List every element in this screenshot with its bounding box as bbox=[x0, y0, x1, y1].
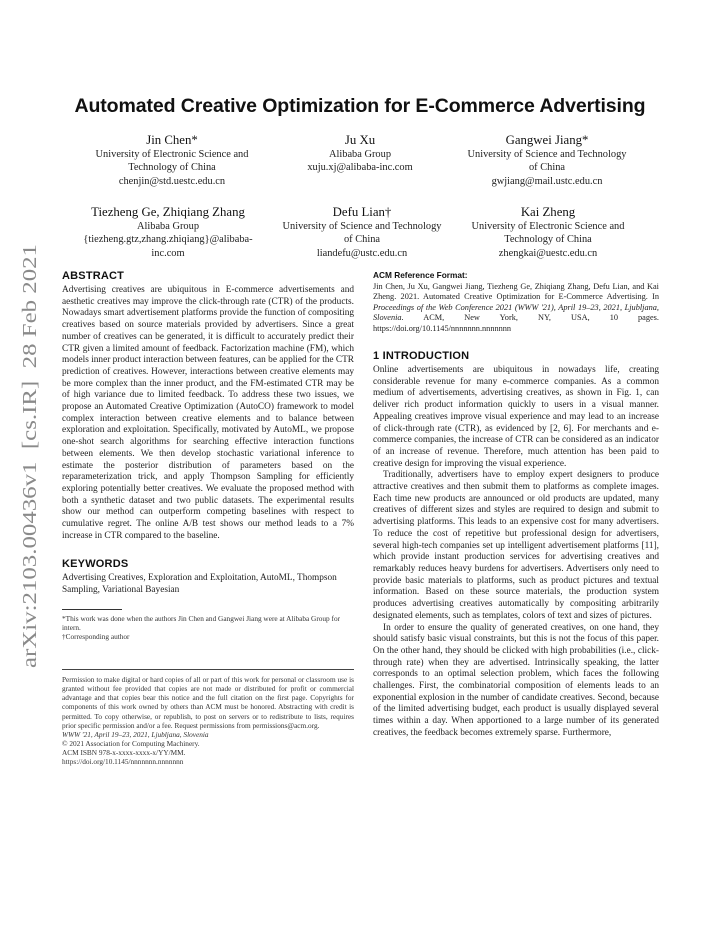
author-affiliation: of China bbox=[343, 234, 381, 246]
acm-reference-text bbox=[373, 282, 659, 334]
acm-reference-venue: Proceedings of the Web Conference 2021 (WWW '21), April 19–23, 2021, Ljubljana, Slovenia. bbox=[373, 302, 659, 323]
author-name: Defu Lian† bbox=[332, 205, 392, 219]
author-name: Kai Zheng bbox=[520, 205, 576, 219]
footnote-equal-contribution: *This work was done when the authors Jin Chen and Gangwei Jiang were at Alibaba Group for intern. bbox=[62, 613, 341, 632]
abstract-text: Advertising creatives are ubiquitous in E-commerce advertisements and aesthetic creatives may improve the click-through rate (CTR) of the products. Nowadays smart advertisement platforms provide the function of compositing creatives based on source materials provided by advertisers. Since a great number of creatives can be generated, it is difficult to accurately predict their CTR given a limited amount of feedback. Factorization machine (FM), which models inner product interaction between features, can be applied for the CTR prediction of creatives. However, interactions between creative elements may be more complex than the inner product, and the FM-estimated CTR may be of high variance due to limited feedback. To address these two issues, we propose an Automated Creative Optimization (AutoCO) framework to model complex interaction between creative elements and to balance between exploration and exploitation. Specifically, motivated by AutoML, we propose one-shot search algorithms for searching effective interaction functions between elements. We then develop stochastic variational inference to estimate the posterior distribution of parameters based on the reparameterization trick, and apply Thompson Sampling for efficiently exploring potentially better creatives. We evaluate the proposed method with both a synthetic dataset and two public datasets. The experimental results show our method can outperform competing baselines with respect to cumulative regret. The online A/B test shows our method leads to a 7% increase in CTR compared to the baseline. bbox=[62, 285, 354, 541]
copyright-line: © 2021 Association for Computing Machinery. bbox=[62, 738, 200, 748]
author-block bbox=[70, 204, 266, 260]
intro-paragraph: Online advertisements are ubiquitous in nowadays life, creating considerable revenue for many e-commerce companies. As a common medium of advertisements, advertising creatives, as shown in Fig. 1, can deliver rich product information quickly to users in a visual manner. Appealing creatives improve visual experience and may lead to an increase of click-through rate (CTR), as evidenced by [2, 6]. For merchants and e-commerce companies, the increase of CTR can be considered as an indicator of an increase of revenue. Therefore, much attention has been paid to creative design for improving the visual experience. bbox=[373, 365, 659, 469]
abstract-heading: ABSTRACT bbox=[62, 270, 125, 282]
author-block bbox=[262, 204, 462, 260]
author-affiliation: University of Science and Technology bbox=[282, 221, 442, 232]
permission-text: Permission to make digital or hard copies of all or part of this work for personal or classroom use is granted without fee provided that copies are not made or distributed for profit or commercial advantage and that copies bear this notice and the full citation on the first page. Copyrights for components of this work owned by others than ACM must be honored. Abstracting with credit is permitted. To copy otherwise, or republish, to post on servers or to redistribute to lists, requires prior specific permission and/or a fee. Request permissions from permissions@acm.org. bbox=[62, 675, 354, 730]
author-affiliation: Technology of China bbox=[504, 234, 592, 246]
author-name: Jin Chen* bbox=[146, 133, 198, 147]
paper-title: Automated Creative Optimization for E-Commerce Advertising bbox=[74, 95, 646, 117]
acm-reference-heading: ACM Reference Format: bbox=[373, 270, 468, 280]
permission-block bbox=[62, 675, 354, 766]
footnote-corresponding: †Corresponding author bbox=[62, 632, 130, 642]
author-email: zhengkai@uestc.edu.cn bbox=[498, 247, 598, 259]
author-block bbox=[268, 132, 452, 175]
author-block bbox=[66, 132, 278, 188]
author-affiliation: Technology of China bbox=[128, 162, 216, 174]
author-email: gwjiang@mail.ustc.edu.cn bbox=[491, 175, 603, 187]
acm-reference-authors: Jin Chen, Ju Xu, Gangwei Jiang, Tiezheng Ge, Zhiqiang Zhang, Defu Lian, and Kai Zheng. 2021. Automated Creative Optimization for E-Commerce Advertising. In bbox=[373, 282, 659, 302]
author-email: {tiezheng.gtz,zhang.zhiqiang}@alibaba- bbox=[83, 234, 253, 246]
intro-paragraph: Traditionally, advertisers have to employ expert designers to produce attractive creatives and then submit them to platforms as complete images. Each time new products are announced or old products are updated, many creatives of different sizes and styles are required to design and submit to advertising platforms. This leads to an expensive cost for many advertisers. To reduce the cost of repetitive but professional design for advertisers, several high-tech companies set up intelligent advertisement platforms [11], which provide instant production services for advertising creatives and remarkably reduces heavy burdens for advertisers. Advertisers only need to provide basic materials to platforms, such as product pictures and textual information. Based on these source materials, the production system produces advertising creatives automatically by compositing arbitrarily designated elements, such as templates, colors of text and sizes of pictures. bbox=[373, 470, 659, 621]
author-name: Gangwei Jiang* bbox=[505, 133, 589, 147]
author-affiliation: University of Science and Technology bbox=[467, 149, 627, 160]
keywords-heading: KEYWORDS bbox=[62, 558, 129, 571]
author-block bbox=[446, 204, 650, 260]
intro-paragraph: In order to ensure the quality of generated creatives, on one hand, they should satisfy basic visual constraints, but this is not the focus of this paper. On the other hand, they should be clicked with high probabilities (i.e., click-through rate) when they are advertised. Intrinsically speaking, the latter corresponds to an optimal selection problem, which faces the following challenges. First, the combinatorial composition of elements leads to an exponential explosion in the number of candidate creatives. Second, because of the limited advertising budget, each product is usually displayed several times within a day. When apportioned to a large number of its generated creatives, the feedback becomes extremely sparse. Furthermore, bbox=[373, 622, 659, 738]
author-affiliation: University of Electronic Science and bbox=[95, 149, 249, 160]
acm-reference-tail: ACM, New York, NY, USA, 10 pages. https://doi.org/10.1145/nnnnnnn.nnnnnnn bbox=[373, 313, 659, 333]
arxiv-stamp bbox=[6, 240, 48, 670]
isbn-line: ACM ISBN 978-x-xxxx-xxxx-x/YY/MM. bbox=[62, 747, 186, 757]
conference-info: WWW '21, April 19–23, 2021, Ljubljana, Slovenia bbox=[62, 729, 209, 739]
keywords-section bbox=[62, 558, 354, 596]
author-block bbox=[440, 132, 654, 188]
left-column bbox=[62, 270, 354, 766]
footnotes bbox=[62, 614, 354, 641]
author-name: Ju Xu bbox=[344, 133, 376, 147]
permission-divider bbox=[62, 669, 354, 670]
author-email: inc.com bbox=[151, 247, 185, 259]
author-affiliation: of China bbox=[528, 162, 566, 174]
keywords-text: Advertising Creatives, Exploration and Exploitation, AutoML, Thompson Sampling, Variational Bayesian bbox=[62, 573, 337, 596]
right-column bbox=[373, 270, 659, 740]
author-email: liandefu@ustc.edu.cn bbox=[316, 247, 408, 259]
doi-link[interactable]: https://doi.org/10.1145/nnnnnnn.nnnnnnn bbox=[62, 757, 184, 766]
footnote-divider bbox=[62, 609, 122, 610]
author-email: chenjin@std.uestc.edu.cn bbox=[118, 175, 226, 187]
author-name: Tiezheng Ge, Zhiqiang Zhang bbox=[91, 205, 245, 219]
author-email: xuju.xj@alibaba-inc.com bbox=[307, 162, 413, 174]
author-affiliation: Alibaba Group bbox=[328, 149, 392, 160]
introduction-heading: 1 INTRODUCTION bbox=[373, 350, 470, 363]
author-affiliation: Alibaba Group bbox=[136, 221, 200, 232]
arxiv-stamp-text: arXiv:2103.00436v1 [cs.IR] 28 Feb 2021 bbox=[19, 318, 41, 668]
author-affiliation: University of Electronic Science and bbox=[471, 221, 625, 232]
